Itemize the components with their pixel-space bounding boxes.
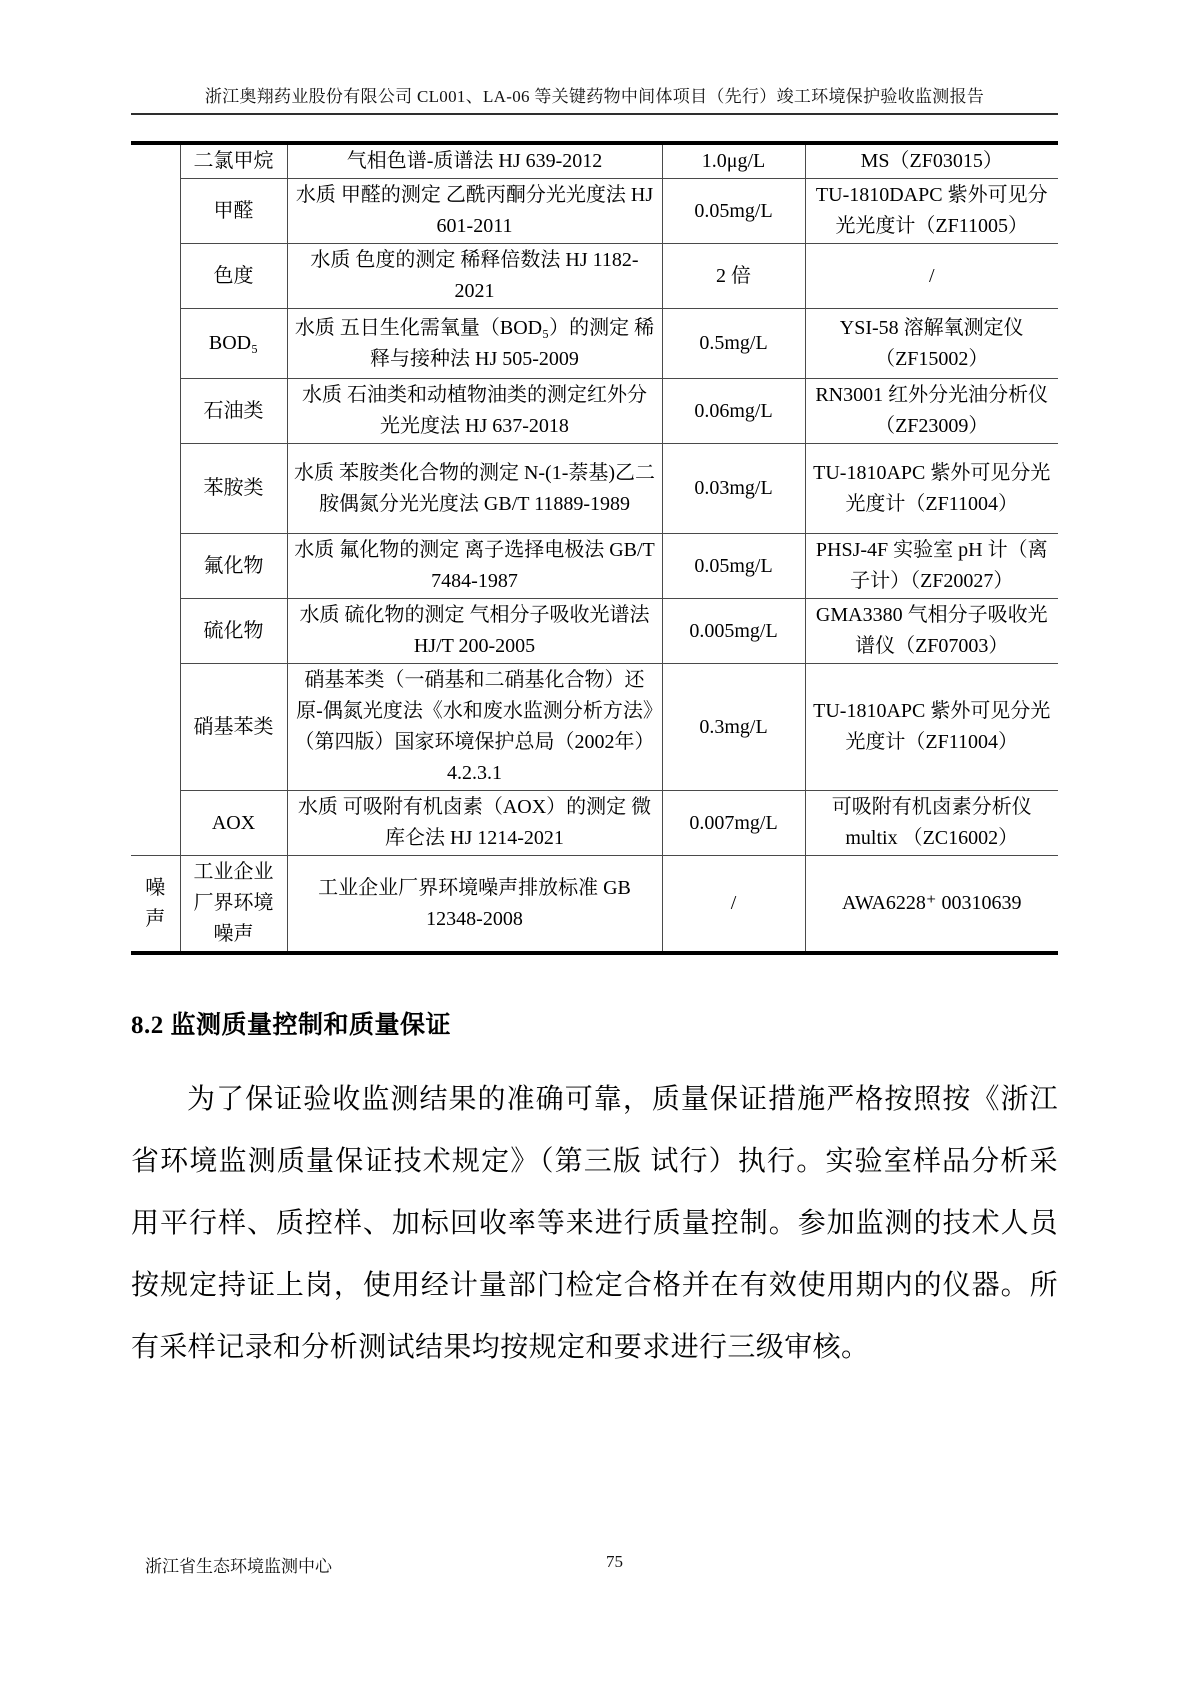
limit-cell: 2 倍 bbox=[662, 244, 805, 309]
table-row bbox=[131, 444, 1058, 534]
table-row bbox=[131, 244, 1058, 309]
method-cell: 工业企业厂界环境噪声排放标准 GB 12348-2008 bbox=[287, 856, 662, 954]
table-row bbox=[131, 534, 1058, 599]
method-cell: 水质 色度的测定 稀释倍数法 HJ 1182-2021 bbox=[287, 244, 662, 309]
limit-cell: 1.0μg/L bbox=[662, 143, 805, 179]
footer-page-number: 75 bbox=[606, 1552, 623, 1571]
page-header bbox=[131, 0, 1058, 115]
method-cell: 水质 五日生化需氧量（BOD₅）的测定 稀释与接种法 HJ 505-2009 bbox=[287, 309, 662, 379]
limit-cell: 0.007mg/L bbox=[662, 791, 805, 856]
method-cell: 水质 硫化物的测定 气相分子吸收光谱法 HJ/T 200-2005 bbox=[287, 599, 662, 664]
body-paragraph: 为了保证验收监测结果的准确可靠，质量保证措施严格按照按《浙江省环境监测质量保证技术规定》（第三版 试行）执行。实验室样品分析采用平行样、质控样、加标回收率等来进行质量控制。参加监测的技术人员按规定持证上岗，使用经计量部门检定合格并在有效使用期内的仪器。所有采样记录和分析测试结果均按规定和要求进行三级审核。 bbox=[131, 1084, 1058, 1363]
pollutant-cell: 石油类 bbox=[180, 379, 287, 444]
limit-cell: 0.3mg/L bbox=[662, 664, 805, 791]
pollutant-cell: 苯胺类 bbox=[180, 444, 287, 534]
pollutant-cell: 氟化物 bbox=[180, 534, 287, 599]
category-cell-empty bbox=[131, 143, 180, 856]
section-heading: 8.2 监测质量控制和质量保证 bbox=[131, 1012, 452, 1039]
method-cell: 水质 苯胺类化合物的测定 N-(1-萘基)乙二胺偶氮分光光度法 GB/T 11889-1989 bbox=[287, 444, 662, 534]
limit-cell: 0.05mg/L bbox=[662, 179, 805, 244]
table-row bbox=[131, 379, 1058, 444]
pollutant-cell: 甲醛 bbox=[180, 179, 287, 244]
instrument-cell: GMA3380 气相分子吸收光谱仪（ZF07003） bbox=[805, 599, 1058, 664]
instrument-cell: TU-1810DAPC 紫外可见分光光度计（ZF11005） bbox=[805, 179, 1058, 244]
limit-cell: 0.06mg/L bbox=[662, 379, 805, 444]
pollutant-cell: 色度 bbox=[180, 244, 287, 309]
table-row bbox=[131, 309, 1058, 379]
pollutant-cell: 二氯甲烷 bbox=[180, 143, 287, 179]
instrument-cell: AWA6228⁺ 00310639 bbox=[805, 856, 1058, 954]
method-cell: 水质 石油类和动植物油类的测定红外分光光度法 HJ 637-2018 bbox=[287, 379, 662, 444]
limit-cell: 0.005mg/L bbox=[662, 599, 805, 664]
instrument-cell: TU-1810APC 紫外可见分光光度计（ZF11004） bbox=[805, 664, 1058, 791]
pollutant-cell: 硝基苯类 bbox=[180, 664, 287, 791]
pollutant-cell: 硫化物 bbox=[180, 599, 287, 664]
instrument-cell: MS（ZF03015） bbox=[805, 143, 1058, 179]
instrument-cell: TU-1810APC 紫外可见分光光度计（ZF11004） bbox=[805, 444, 1058, 534]
category-cell-noise: 噪声 bbox=[131, 856, 180, 954]
table-row bbox=[131, 143, 1058, 179]
pollutant-cell: BOD₅ bbox=[180, 309, 287, 379]
instrument-cell: PHSJ-4F 实验室 pH 计（离子计）（ZF20027） bbox=[805, 534, 1058, 599]
pollutant-cell: AOX bbox=[180, 791, 287, 856]
method-cell: 硝基苯类（一硝基和二硝基化合物）还原-偶氮光度法《水和废水监测分析方法》（第四版）国家环境保护总局（2002年）4.2.3.1 bbox=[287, 664, 662, 791]
method-cell: 水质 甲醛的测定 乙酰丙酮分光光度法 HJ 601-2011 bbox=[287, 179, 662, 244]
document-page bbox=[131, 0, 1058, 1379]
table-row bbox=[131, 179, 1058, 244]
header-title: 浙江奥翔药业股份有限公司 CL001、LA-06 等关键药物中间体项目（先行）竣工环境保护验收监测报告 bbox=[204, 87, 985, 106]
item-cell: 工业企业厂界环境噪声 bbox=[180, 856, 287, 954]
table-row bbox=[131, 791, 1058, 856]
instrument-cell: / bbox=[805, 244, 1058, 309]
footer-organization: 浙江省生态环境监测中心 bbox=[145, 1557, 332, 1576]
table-row bbox=[131, 664, 1058, 791]
header-rule bbox=[131, 113, 1058, 115]
limit-cell: 0.05mg/L bbox=[662, 534, 805, 599]
instrument-cell: RN3001 红外分光油分析仪（ZF23009） bbox=[805, 379, 1058, 444]
limit-cell: 0.03mg/L bbox=[662, 444, 805, 534]
method-cell: 水质 氟化物的测定 离子选择电极法 GB/T 7484-1987 bbox=[287, 534, 662, 599]
limit-cell: / bbox=[662, 856, 805, 954]
instrument-cell: 可吸附有机卤素分析仪 multix （ZC16002） bbox=[805, 791, 1058, 856]
table-row-noise bbox=[131, 856, 1058, 954]
table-row bbox=[131, 599, 1058, 664]
limit-cell: 0.5mg/L bbox=[662, 309, 805, 379]
method-cell: 气相色谱-质谱法 HJ 639-2012 bbox=[287, 143, 662, 179]
method-cell: 水质 可吸附有机卤素（AOX）的测定 微库仑法 HJ 1214-2021 bbox=[287, 791, 662, 856]
monitoring-methods-table bbox=[131, 141, 1058, 955]
instrument-cell: YSI-58 溶解氧测定仪（ZF15002） bbox=[805, 309, 1058, 379]
